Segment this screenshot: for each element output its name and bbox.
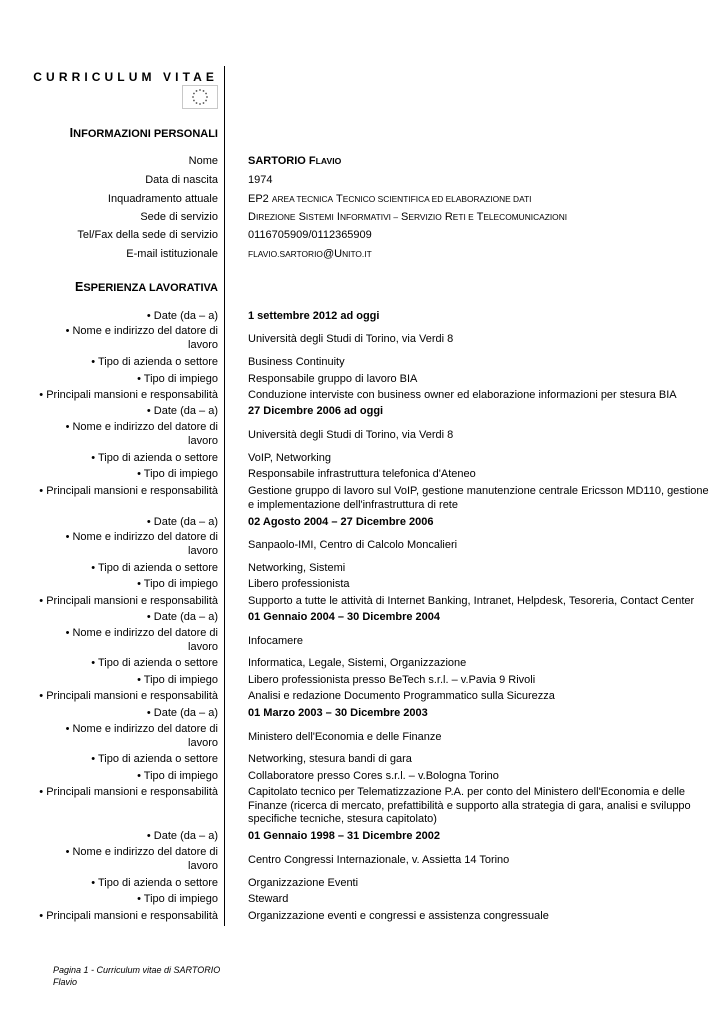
date-label: • Date (da – a) — [146, 830, 218, 842]
name-label: Nome — [188, 155, 218, 167]
job-value: Collaboratore presso Cores s.r.l. – v.Bologna Torino — [248, 770, 499, 782]
job-label: • Tipo di impiego — [137, 893, 218, 905]
date-value: 01 Marzo 2003 – 30 Dicembre 2003 — [248, 707, 428, 719]
job-label: • Tipo di impiego — [137, 468, 218, 480]
job-label: • Tipo di impiego — [137, 770, 218, 782]
eu-star — [193, 93, 195, 95]
employer-label: • Nome e indirizzo del datore di — [65, 531, 218, 543]
employer-label: lavoro — [188, 641, 218, 653]
birth-label: Data di nascita — [145, 174, 218, 186]
eu-star — [203, 90, 205, 92]
seat-label: Sede di servizio — [140, 211, 218, 223]
duties-label: • Principali mansioni e responsabilità — [39, 910, 218, 922]
sector-value: Networking, stesura bandi di gara — [248, 753, 412, 765]
employer-value: Sanpaolo-IMI, Centro di Calcolo Moncalieri — [248, 539, 458, 551]
date-label: • Date (da – a) — [146, 516, 218, 528]
employer-label: • Nome e indirizzo del datore di — [65, 846, 218, 858]
name-value: SARTORIO FLAVIO — [248, 155, 342, 167]
email-label: E-mail istituzionale — [126, 248, 218, 260]
sector-value: Business Continuity — [248, 356, 345, 368]
eu-star — [199, 89, 201, 91]
date-label: • Date (da – a) — [146, 611, 218, 623]
sector-value: VoIP, Networking — [248, 452, 331, 464]
sector-value: Informatica, Legale, Sistemi, Organizzazione — [248, 657, 467, 669]
duties-value: e implementazione dell'infrastruttura di rete — [248, 498, 458, 511]
duties-value: Organizzazione eventi e congressi e assistenza congressuale — [248, 910, 549, 922]
eu-star — [205, 100, 207, 102]
footer-line-2: Flavio — [53, 977, 78, 987]
duties-label: • Principali mansioni e responsabilità — [39, 690, 218, 702]
duties-label: • Principali mansioni e responsabilità — [39, 786, 218, 798]
employer-value: Infocamere — [248, 635, 304, 647]
sector-label: • Tipo di azienda o settore — [91, 356, 218, 368]
employer-label: • Nome e indirizzo del datore di — [65, 421, 218, 433]
seat-value: DIREZIONE SISTEMI INFORMATIVI – SERVIZIO RETI E TELECOMUNICAZIONI — [248, 211, 568, 223]
footer-line-1: Pagina 1 - Curriculum vitae di SARTORIO — [53, 965, 221, 975]
phone-value: 0116705909/0112365909 — [248, 229, 372, 241]
employer-value: Università degli Studi di Torino, via Verdi 8 — [248, 429, 454, 441]
employer-value: Ministero dell'Economia e delle Finanze — [248, 731, 442, 743]
duties-value: Finanze (ricerca di mercato, prefattibilità e supporto alla strategia di gara, analisi e sviluppo — [248, 799, 691, 812]
date-value: 01 Gennaio 1998 – 31 Dicembre 2002 — [248, 830, 441, 842]
duties-value: specifiche tecniche, stesura capitolato) — [248, 813, 437, 825]
employer-value: Centro Congressi Internazionale, v. Assietta 14 Torino — [248, 854, 510, 866]
job-value: Responsabile gruppo di lavoro BIA — [248, 373, 418, 385]
job-label: • Tipo di impiego — [137, 373, 218, 385]
employer-label: lavoro — [188, 860, 218, 872]
job-value: Steward — [248, 893, 289, 905]
eu-flag-icon — [182, 85, 218, 109]
duties-value: Capitolato tecnico per Telematizzazione P.A. per conto del Ministero dell'Economia e delle — [248, 786, 686, 798]
eu-star — [192, 96, 194, 98]
date-label: • Date (da – a) — [146, 310, 218, 322]
role-value: EP2 AREA TECNICA TECNICO SCIENTIFICA ED ELABORAZIONE DATI — [248, 193, 532, 205]
duties-value: Conduzione interviste con business owner ed elaborazione informazioni per stesura BIA — [248, 389, 677, 401]
job-label: • Tipo di impiego — [137, 674, 218, 686]
date-value: 01 Gennaio 2004 – 30 Dicembre 2004 — [248, 611, 441, 623]
date-value: 27 Dicembre 2006 ad oggi — [248, 405, 384, 417]
employer-value: Università degli Studi di Torino, via Verdi 8 — [248, 333, 454, 345]
eu-star — [203, 102, 205, 104]
date-label: • Date (da – a) — [146, 707, 218, 719]
sector-label: • Tipo di azienda o settore — [91, 753, 218, 765]
section-personal-info: INFORMAZIONI PERSONALI — [69, 126, 218, 140]
duties-value: Analisi e redazione Documento Programmatico sulla Sicurezza — [248, 690, 555, 702]
eu-star — [196, 102, 198, 104]
job-value: Libero professionista presso BeTech s.r.l. – v.Pavia 9 Rivoli — [248, 674, 536, 686]
duties-value: Gestione gruppo di lavoro sul VoIP, gestione manutenzione centrale Ericsson MD110, gestione — [248, 485, 709, 497]
duties-value: Supporto a tutte le attività di Internet Banking, Intranet, Helpdesk, Tesoreria, Contact Center — [248, 595, 695, 607]
duties-label: • Principali mansioni e responsabilità — [39, 485, 218, 497]
birth-value: 1974 — [248, 174, 273, 186]
email-value[interactable]: FLAVIO.SARTORIO@UNITO.IT — [248, 248, 372, 260]
duties-label: • Principali mansioni e responsabilità — [39, 595, 218, 607]
employer-label: • Nome e indirizzo del datore di — [65, 723, 218, 735]
sector-label: • Tipo di azienda o settore — [91, 657, 218, 669]
date-value: 1 settembre 2012 ad oggi — [248, 310, 380, 322]
eu-star — [199, 103, 201, 105]
job-value: Responsabile infrastruttura telefonica d'Ateneo — [248, 468, 476, 480]
eu-star — [206, 96, 208, 98]
eu-star — [196, 90, 198, 92]
role-label: Inquadramento attuale — [107, 193, 218, 205]
cv-title: CURRICULUM VITAE — [33, 70, 218, 84]
phone-label: Tel/Fax della sede di servizio — [77, 229, 218, 241]
eu-star — [205, 93, 207, 95]
employer-label: lavoro — [188, 435, 218, 447]
employer-label: • Nome e indirizzo del datore di — [65, 325, 218, 337]
date-label: • Date (da – a) — [146, 405, 218, 417]
job-value: Libero professionista — [248, 578, 350, 590]
sector-value: Organizzazione Eventi — [248, 877, 359, 889]
employer-label: lavoro — [188, 545, 218, 557]
sector-label: • Tipo di azienda o settore — [91, 452, 218, 464]
employer-label: lavoro — [188, 339, 218, 351]
sector-value: Networking, Sistemi — [248, 562, 346, 574]
sector-label: • Tipo di azienda o settore — [91, 877, 218, 889]
job-label: • Tipo di impiego — [137, 578, 218, 590]
date-value: 02 Agosto 2004 – 27 Dicembre 2006 — [248, 516, 434, 528]
eu-star — [193, 100, 195, 102]
column-divider — [224, 66, 225, 926]
employer-label: • Nome e indirizzo del datore di — [65, 627, 218, 639]
employer-label: lavoro — [188, 737, 218, 749]
page-footer — [53, 964, 220, 988]
section-work-experience: ESPERIENZA LAVORATIVA — [75, 280, 218, 294]
duties-label: • Principali mansioni e responsabilità — [39, 389, 218, 401]
sector-label: • Tipo di azienda o settore — [91, 562, 218, 574]
